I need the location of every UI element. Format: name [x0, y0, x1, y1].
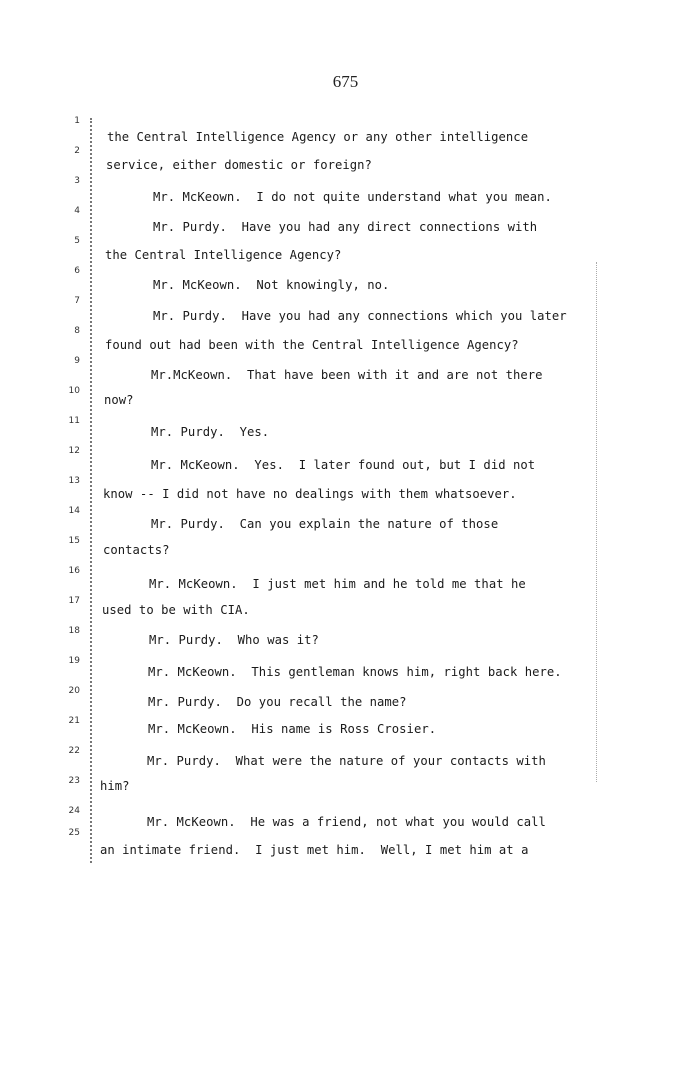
- line-number: 3: [74, 176, 80, 186]
- transcript-line: Mr. McKeown. Not knowingly, no.: [153, 278, 390, 292]
- line-number: 17: [68, 596, 80, 606]
- transcript-line: Mr. McKeown. He was a friend, not what you would call: [147, 815, 546, 829]
- transcript-line: Mr. Purdy. Yes.: [151, 425, 270, 439]
- transcript-line: Mr. Purdy. Have you had any direct connections with: [153, 220, 538, 234]
- transcript-line: Mr. McKeown. I do not quite understand what you mean.: [153, 190, 552, 204]
- line-number: 19: [68, 656, 80, 666]
- line-number: 22: [68, 746, 80, 756]
- transcript-line: Mr.McKeown. That have been with it and are not there: [151, 368, 543, 382]
- transcript-line: an intimate friend. I just met him. Well, I met him at a: [100, 843, 529, 857]
- transcript-line: Mr. Purdy. Do you recall the name?: [148, 695, 407, 709]
- line-number: 13: [68, 476, 80, 486]
- transcript-line: found out had been with the Central Intelligence Agency?: [105, 338, 519, 352]
- transcript-line: Mr. McKeown. Yes. I later found out, but I did not: [151, 458, 536, 472]
- line-number: 20: [68, 686, 80, 696]
- line-number: 7: [74, 296, 80, 306]
- line-number: 5: [74, 236, 80, 246]
- transcript-line: know -- I did not have no dealings with them whatsoever.: [103, 487, 517, 501]
- line-number: 11: [68, 416, 80, 426]
- transcript-line: Mr. McKeown. His name is Ross Crosier.: [148, 722, 437, 736]
- line-number: 25: [68, 828, 80, 838]
- line-number: 8: [74, 326, 80, 336]
- transcript-line: the Central Intelligence Agency or any other intelligence: [107, 130, 529, 144]
- line-number: 4: [74, 206, 80, 216]
- line-number: 16: [68, 566, 80, 576]
- line-number: 18: [68, 626, 80, 636]
- transcript-line: contacts?: [103, 543, 170, 557]
- transcript-line: now?: [104, 393, 134, 407]
- line-number: 12: [68, 446, 80, 456]
- line-number: 1: [74, 116, 80, 126]
- line-number: 21: [68, 716, 80, 726]
- page-number: 675: [332, 72, 359, 91]
- line-number: 10: [68, 386, 80, 396]
- right-margin-rule: [596, 262, 597, 782]
- line-number: 14: [68, 506, 80, 516]
- transcript-line: Mr. Purdy. What were the nature of your contacts with: [147, 754, 546, 768]
- line-number: 6: [74, 266, 80, 276]
- transcript-line: Mr. Purdy. Can you explain the nature of those: [151, 517, 499, 531]
- transcript-line: Mr. McKeown. This gentleman knows him, right back here.: [148, 665, 562, 679]
- line-number: 15: [68, 536, 80, 546]
- line-number: 2: [74, 146, 80, 156]
- line-number: 24: [68, 806, 80, 816]
- transcript-line: Mr. Purdy. Have you had any connections which you later: [153, 309, 567, 323]
- line-number: 9: [74, 356, 80, 366]
- transcript-line: Mr. Purdy. Who was it?: [149, 633, 319, 647]
- transcript-line: Mr. McKeown. I just met him and he told me that he: [149, 577, 526, 591]
- left-margin-rule: [90, 118, 92, 863]
- transcript-line: the Central Intelligence Agency?: [105, 248, 342, 262]
- transcript-line: him?: [100, 779, 130, 793]
- transcript-line: service, either domestic or foreign?: [106, 158, 372, 172]
- line-number: 23: [68, 776, 80, 786]
- transcript-line: used to be with CIA.: [102, 603, 250, 617]
